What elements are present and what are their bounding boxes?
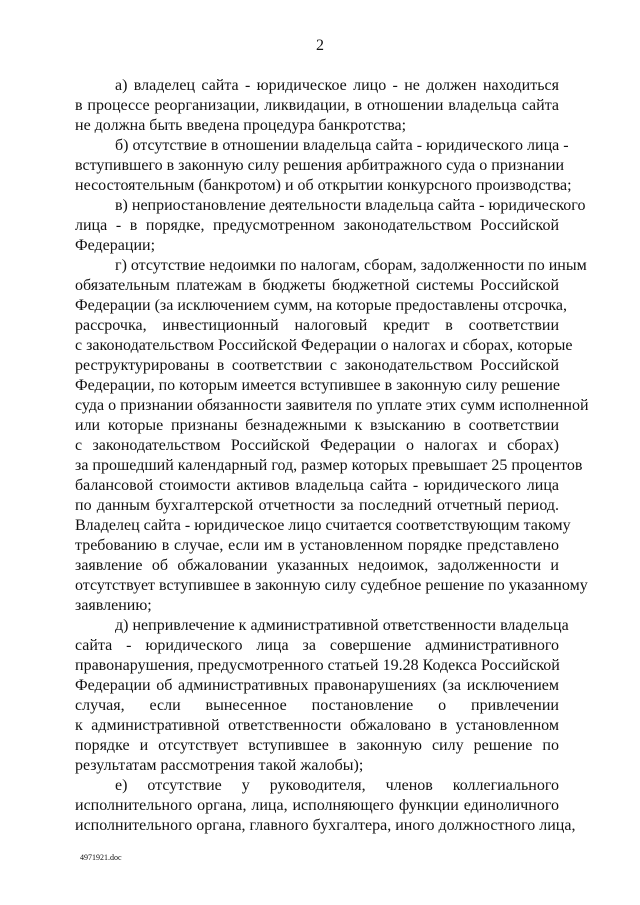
text-line: несостоятельным (банкротом) и об открытии конкурсного производства; bbox=[75, 177, 572, 194]
text-line: порядке и отсутствует вступившее в законную силу решение по bbox=[75, 737, 559, 754]
text-line: б) отсутствие в отношении владельца сайта - юридического лица - bbox=[115, 137, 569, 154]
document-file-code: 4971921.doc bbox=[80, 853, 122, 862]
page-number: 2 bbox=[316, 37, 324, 54]
text-line: вступившего в законную силу решения арбитражного суда о признании bbox=[75, 157, 565, 174]
document-body bbox=[75, 76, 589, 836]
text-line: заявлению; bbox=[75, 597, 152, 614]
text-line: е) отсутствие у руководителя, членов коллегиального bbox=[115, 777, 559, 794]
text-line: результатам рассмотрения такой жалобы); bbox=[75, 757, 364, 774]
text-line: а) владелец сайта - юридическое лицо - не должен находиться bbox=[115, 77, 559, 94]
text-line: или которые признаны безнадежными к взысканию в соответствии bbox=[75, 417, 559, 434]
text-line: г) отсутствие недоимки по налогам, сборам, задолженности по иным bbox=[115, 257, 587, 274]
text-line: требованию в случае, если им в установленном порядке представлено bbox=[75, 537, 559, 554]
text-line: с законодательством Российской Федерации о налогах и сборах) bbox=[75, 437, 559, 454]
text-line: реструктурированы в соответствии с законодательством Российской bbox=[75, 357, 559, 374]
text-line: Федерации (за исключением сумм, на которые предоставлены отсрочка, bbox=[75, 297, 568, 314]
text-line: обязательным платежам в бюджеты бюджетной системы Российской bbox=[75, 277, 559, 294]
text-line: сайта - юридического лица за совершение административного bbox=[75, 637, 559, 654]
text-line: к административной ответственности обжаловано в установленном bbox=[75, 717, 559, 734]
text-line: заявление об обжаловании указанных недоимок, задолженности и bbox=[75, 557, 559, 574]
text-line: Федерации об административных правонарушениях (за исключением bbox=[75, 677, 559, 694]
text-line: Владелец сайта - юридическое лицо считается соответствующим такому bbox=[75, 517, 571, 534]
text-line: отсутствует вступившее в законную силу судебное решение по указанному bbox=[75, 577, 588, 594]
text-line: не должна быть введена процедура банкротства; bbox=[75, 117, 407, 134]
text-line: балансовой стоимости активов владельца сайта - юридического лица bbox=[75, 477, 559, 494]
text-line: в процессе реорганизации, ликвидации, в отношении владельца сайта bbox=[75, 97, 559, 114]
text-line: исполнительного органа, лица, исполняющего функции единоличного bbox=[75, 797, 559, 814]
text-line: рассрочка, инвестиционный налоговый кредит в соответствии bbox=[75, 317, 559, 334]
text-line: случая, если вынесенное постановление о привлечении bbox=[75, 697, 559, 714]
text-line: Федерации, по которым имеется вступившее в законную силу решение bbox=[75, 377, 561, 394]
text-line: правонарушения, предусмотренного статьей 19.28 Кодекса Российской bbox=[75, 657, 560, 674]
text-line: д) непривлечение к административной ответственности владельца bbox=[115, 617, 569, 634]
text-line: Федерации; bbox=[75, 237, 156, 254]
text-line: лица - в порядке, предусмотренном законодательством Российской bbox=[75, 217, 559, 234]
text-line: суда о признании обязанности заявителя по уплате этих сумм исполненной bbox=[75, 397, 589, 414]
text-line: по данным бухгалтерской отчетности за последний отчетный период. bbox=[75, 497, 559, 514]
text-line: с законодательством Российской Федерации о налогах и сборах, которые bbox=[75, 337, 573, 354]
text-line: за прошедший календарный год, размер которых превышает 25 процентов bbox=[75, 457, 583, 474]
text-line: исполнительного органа, главного бухгалтера, иного должностного лица, bbox=[75, 817, 576, 834]
text-line: в) неприостановление деятельности владельца сайта - юридического bbox=[115, 197, 586, 214]
